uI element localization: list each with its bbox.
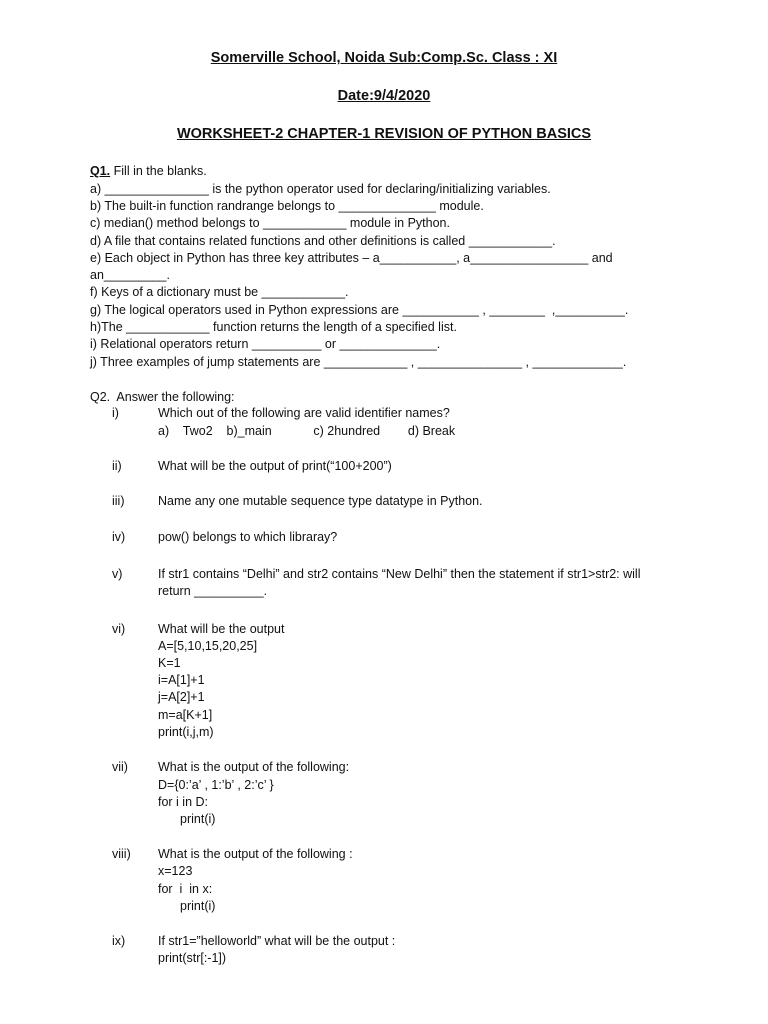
q1-item-d: d) A file that contains related functions and other definitions is called ____________. — [90, 234, 556, 248]
q2-i-number: i) — [112, 406, 119, 420]
school-heading: Somerville School, Noida Sub:Comp.Sc. Class : XI — [210, 50, 558, 66]
q2-vii-code-line: D={0:’a’ , 1:’b’ , 2:’c’ } — [158, 778, 274, 792]
q2-vii-code-line: for i in D: — [158, 795, 209, 809]
q2-v-number: v) — [112, 567, 123, 581]
q1-heading — [90, 163, 207, 180]
q1-item-i: i) Relational operators return __________ or ______________. — [90, 337, 441, 351]
q1-heading-text: Fill in the blanks. — [110, 164, 207, 178]
q2-vi-code-line: j=A[2]+1 — [158, 690, 205, 704]
q2-i-text: Which out of the following are valid identifier names? — [158, 406, 450, 420]
q2-iii-number: iii) — [112, 494, 125, 508]
q2-ix-text: If str1=”helloworld” what will be the output : — [158, 934, 396, 948]
q2-iii-text: Name any one mutable sequence type datatype in Python. — [158, 494, 483, 508]
q2-heading: Q2. Answer the following: — [90, 390, 235, 404]
q2-vi-code-line: K=1 — [158, 656, 181, 670]
q2-vii-text: What is the output of the following: — [158, 760, 350, 774]
q2-vi-text: What will be the output — [158, 622, 285, 636]
q2-iv-text: pow() belongs to which libraray? — [158, 530, 338, 544]
q2-v-text-cont: return __________. — [158, 584, 268, 598]
q2-viii-text: What is the output of the following : — [158, 847, 353, 861]
q2-vi-code-line: A=[5,10,15,20,25] — [158, 639, 258, 653]
q2-vi-code-line: m=a[K+1] — [158, 708, 213, 722]
q2-vi-code-line: i=A[1]+1 — [158, 673, 205, 687]
q2-vi-code-line: print(i,j,m) — [158, 725, 214, 739]
q1-item-g: g) The logical operators used in Python expressions are ___________ , ________ ,__________. — [90, 303, 629, 317]
q2-vii-number: vii) — [112, 760, 128, 774]
q2-iv-number: iv) — [112, 530, 126, 544]
q1-item-c: c) median() method belongs to ____________ module in Python. — [90, 216, 450, 230]
q2-viii-code-line: x=123 — [158, 864, 193, 878]
q2-ii-text: What will be the output of print(“100+200”) — [158, 459, 392, 473]
q2-viii-number: viii) — [112, 847, 131, 861]
q2-ix-number: ix) — [112, 934, 126, 948]
q2-v-text: If str1 contains “Delhi” and str2 contains “New Delhi” then the statement if str1>str2: will — [158, 567, 641, 581]
q1-item-a: a) _______________ is the python operator used for declaring/initializing variables. — [90, 182, 551, 196]
q2-viii-code-line: for i in x: — [158, 882, 213, 896]
q2-ii-number: ii) — [112, 459, 122, 473]
q2-vi-number: vi) — [112, 622, 126, 636]
worksheet-title: WORKSHEET-2 CHAPTER-1 REVISION OF PYTHON BASICS — [176, 126, 592, 142]
q1-item-f: f) Keys of a dictionary must be ____________. — [90, 285, 349, 299]
q2-i-options: a) Two2 b)_main c) 2hundred d) Break — [158, 424, 456, 438]
q1-item-e: e) Each object in Python has three key attributes – a___________, a_________________ and — [90, 251, 613, 265]
q1-label: Q1. — [90, 164, 111, 178]
q2-ix-code-line: print(str[:-1]) — [158, 951, 227, 965]
q1-item-j: j) Three examples of jump statements are ____________ , _______________ , _____________. — [90, 355, 627, 369]
q1-item-h: h)The ____________ function returns the length of a specified list. — [90, 320, 457, 334]
date-heading: Date:9/4/2020 — [337, 88, 431, 104]
q1-item-e-cont: an_________. — [90, 268, 170, 282]
q2-viii-code-indented: print(i) — [180, 899, 216, 913]
q1-item-b: b) The built-in function randrange belongs to ______________ module. — [90, 199, 484, 213]
q2-vii-code-indented: print(i) — [180, 812, 216, 826]
